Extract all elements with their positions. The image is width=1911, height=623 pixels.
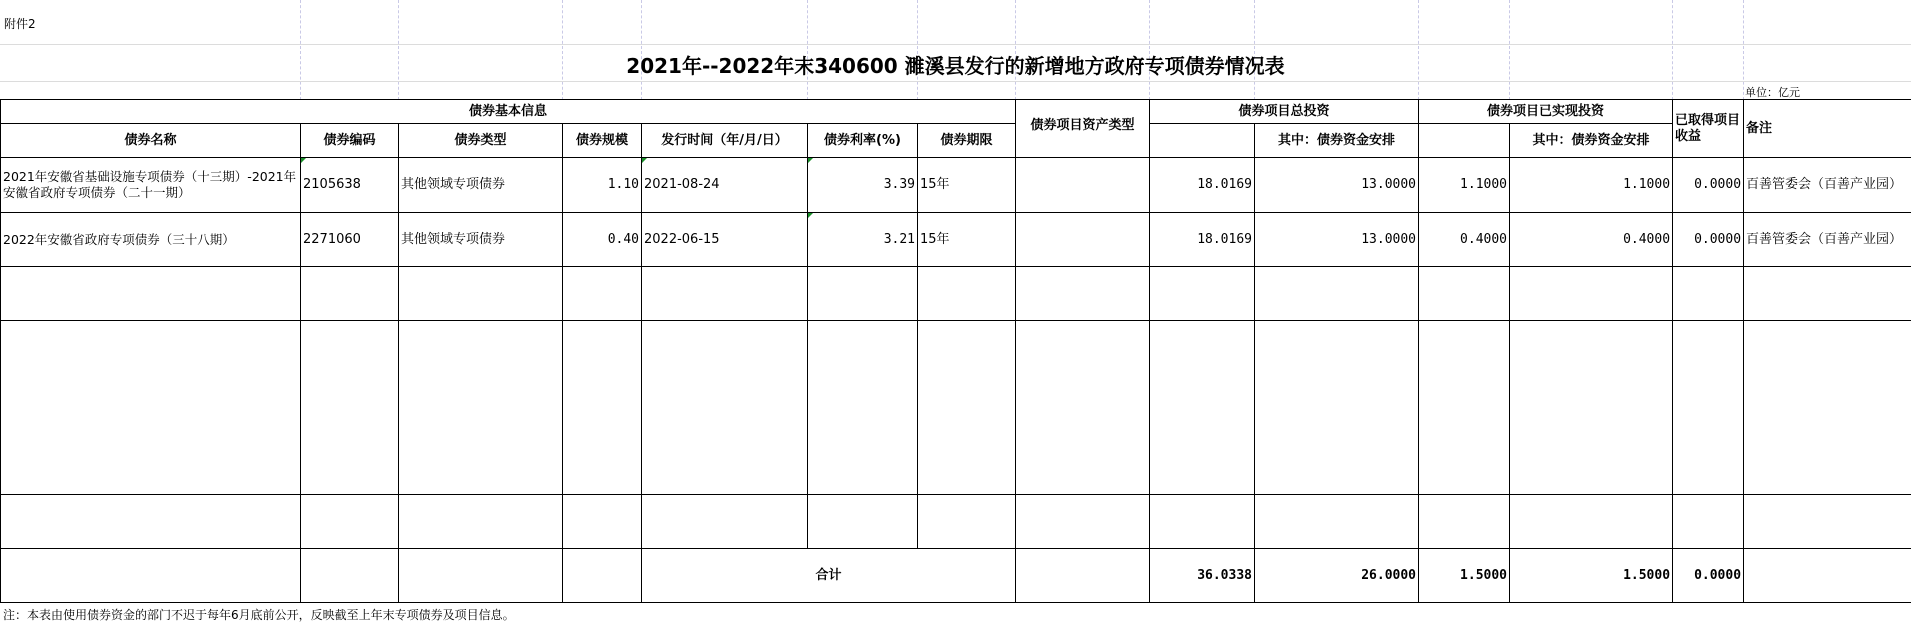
total-label: 合计 <box>642 549 1016 603</box>
group-basic-info: 债券基本信息 <box>1 100 1016 124</box>
cell-bond-type: 其他领域专项债券 <box>399 213 563 267</box>
cell-issue-date: 2022-06-15 <box>642 213 808 267</box>
header-row-2 <box>1 124 1911 158</box>
header-bond-name: 债券名称 <box>1 124 301 158</box>
table-row <box>1 213 1911 267</box>
cell-total-bond-funds: 13.0000 <box>1255 158 1419 213</box>
cell-income: 0.0000 <box>1673 213 1744 267</box>
attachment-label: 附件2 <box>4 17 36 31</box>
total-bond-funds: 26.0000 <box>1255 549 1419 603</box>
empty-row <box>1 495 1911 549</box>
cell-term: 15年 <box>918 158 1016 213</box>
header-asset-type: 债券项目资产类型 <box>1016 100 1150 158</box>
cell-remarks: 百善管委会（百善产业园） <box>1744 213 1911 267</box>
cell-total-bond-funds: 13.0000 <box>1255 213 1419 267</box>
header-bond-code: 债券编码 <box>301 124 399 158</box>
bond-table <box>0 99 1911 603</box>
cell-asset-type <box>1016 158 1150 213</box>
gridline <box>0 44 1911 45</box>
footnote: 注：本表由使用债券资金的部门不迟于每年6月底前公开，反映截至上年末专项债券及项目信息。 <box>3 608 515 622</box>
cell-interest-rate: 3.39 <box>808 158 918 213</box>
cell-realized-bond-funds: 1.1000 <box>1510 158 1673 213</box>
page-title: 2021年--2022年末340600 濉溪县发行的新增地方政府专项债券情况表 <box>626 54 1285 78</box>
cell-bond-name: 2022年安徽省政府专项债券（三十八期） <box>1 213 301 267</box>
header-realized-investment-blank <box>1419 124 1510 158</box>
empty-row <box>1 267 1911 321</box>
header-bond-scale: 债券规模 <box>563 124 642 158</box>
cell-issue-date: 2021-08-24 <box>642 158 808 213</box>
total-income: 0.0000 <box>1673 549 1744 603</box>
cell-asset-type <box>1016 213 1150 267</box>
cell-income: 0.0000 <box>1673 158 1744 213</box>
header-total-bond-funds: 其中：债券资金安排 <box>1255 124 1419 158</box>
header-bond-type: 债券类型 <box>399 124 563 158</box>
header-interest-rate: 债券利率(%) <box>808 124 918 158</box>
group-realized-investment: 债券项目已实现投资 <box>1419 100 1673 124</box>
group-total-investment: 债券项目总投资 <box>1150 100 1419 124</box>
total-realized-investment: 1.5000 <box>1419 549 1510 603</box>
cell-term: 15年 <box>918 213 1016 267</box>
header-realized-bond-funds: 其中：债券资金安排 <box>1510 124 1673 158</box>
cell-bond-scale: 0.40 <box>563 213 642 267</box>
header-term: 债券期限 <box>918 124 1016 158</box>
header-row-1 <box>1 100 1911 124</box>
table-row <box>1 158 1911 213</box>
cell-bond-type: 其他领域专项债券 <box>399 158 563 213</box>
unit-label: 单位：亿元 <box>1745 86 1800 99</box>
total-row <box>1 549 1911 603</box>
total-realized-bond-funds: 1.5000 <box>1510 549 1673 603</box>
cell-total-investment: 18.0169 <box>1150 213 1255 267</box>
total-investment: 36.0338 <box>1150 549 1255 603</box>
cell-remarks: 百善管委会（百善产业园） <box>1744 158 1911 213</box>
header-remarks: 备注 <box>1744 100 1911 158</box>
header-income: 已取得项目收益 <box>1673 100 1744 158</box>
cell-bond-code: 2271060 <box>301 213 399 267</box>
cell-realized-investment: 0.4000 <box>1419 213 1510 267</box>
gridline <box>0 81 1911 82</box>
cell-interest-rate: 3.21 <box>808 213 918 267</box>
header-issue-date: 发行时间（年/月/日） <box>642 124 808 158</box>
header-total-investment-blank <box>1150 124 1255 158</box>
cell-realized-bond-funds: 0.4000 <box>1510 213 1673 267</box>
empty-row <box>1 321 1911 495</box>
cell-bond-name: 2021年安徽省基础设施专项债券（十三期）-2021年安徽省政府专项债券（二十一期） <box>1 158 301 213</box>
cell-bond-code: 2105638 <box>301 158 399 213</box>
cell-realized-investment: 1.1000 <box>1419 158 1510 213</box>
cell-bond-scale: 1.10 <box>563 158 642 213</box>
cell-total-investment: 18.0169 <box>1150 158 1255 213</box>
